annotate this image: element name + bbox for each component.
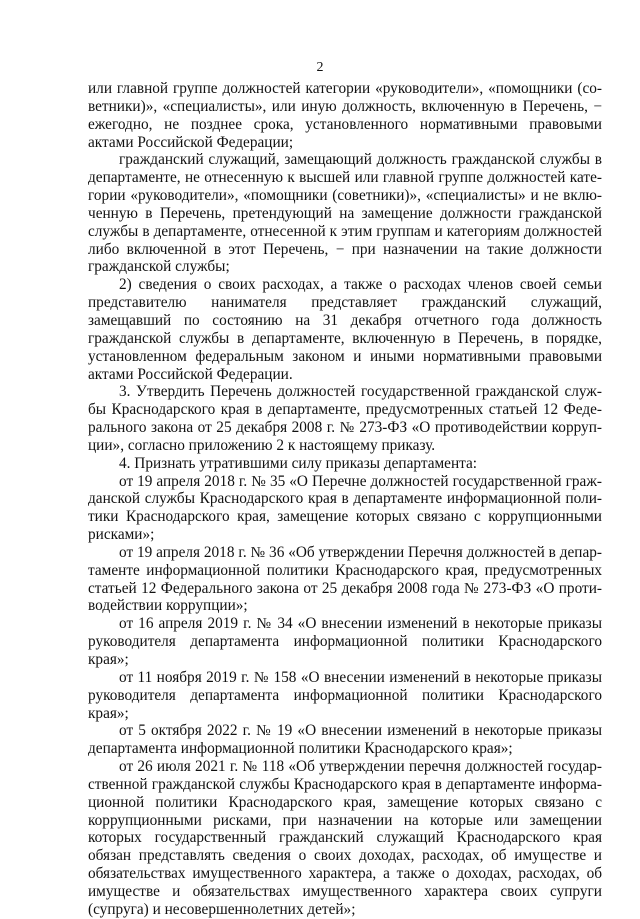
page-number: 2	[316, 60, 324, 75]
repealed-order-36: от 19 апреля 2018 г. № 36 «Об утверждении Перечня должностей в департаменте информационной политики Краснодарского края, предусмотренных статьей 12 Федерального закона от 25 декабря 2008 года № 273-ФЗ «О противодействии коррупции»;	[88, 543, 602, 615]
paragraph-item-3: 3. Утвердить Перечень должностей государственной гражданской службы Краснодарского края в департаменте, предусмотренных статьей 12 Федерального закона от 25 декабря 2008 г. № 273-ФЗ «О противодействии коррупции», согласно приложению 2 к настоящему приказу.	[88, 383, 602, 454]
paragraph-item-4: 4. Признать утратившими силу приказы департамента:	[119, 454, 478, 472]
repealed-order-35: от 19 апреля 2018 г. № 35 «О Перечне должностей государственной гражданской службы Краснодарского края в департаменте информационной политики Краснодарского края, замещение которых связано с коррупционными рисками»;	[88, 472, 602, 544]
paragraph-continuation: или главной группе должностей категории «руководители», «помощники (советники)», «специалисты», или иную должность, включенную в Перечень, − ежегодно, не позднее срока, установленного нормативными правовыми актами Российской Федерации;	[88, 80, 602, 151]
repealed-order-118: от 26 июля 2021 г. № 118 «Об утверждении перечня должностей государственной гражданской службы Краснодарского края в департаменте информационной политики Краснодарского края, замещение которых связано с коррупционными рисками, при назначении на которые или замещении которых государственный гражданский служащий Краснодарского края обязан представлять сведения о своих доходах, расходах, об имуществе и обязательствах имущественного характера, а также о доходах, расходах, об имуществе и обязательствах имущественного характера своих супруги (супруга) и несовершеннолетних детей»;	[88, 758, 602, 918]
document-body	[88, 80, 602, 919]
repealed-order-158: от 11 ноября 2019 г. № 158 «О внесении изменений в некоторые приказы руководителя департамента информационной политики Краснодарского края»;	[88, 668, 602, 722]
repealed-order-19: от 5 октября 2022 г. № 19 «О внесении изменений в некоторые приказы департамента информационной политики Краснодарского края»;	[88, 722, 602, 758]
repealed-order-34: от 16 апреля 2019 г. № 34 «О внесении изменений в некоторые приказы руководителя департамента информационной политики Краснодарского края»;	[88, 615, 602, 668]
paragraph-civil-servant: гражданский служащий, замещающий должность гражданской службы в департаменте, не отнесенную к высшей или главной группе должностей категории «руководители», «помощники (советники)», «специалисты» и не включенную в Перечень, претендующий на замещение должности гражданской службы в департаменте, отнесенной к этим группам и категориям должностей либо включенной в этот Перечень, − при назначении на такие должности гражданской службы;	[88, 151, 602, 276]
paragraph-expenses: 2) сведения о своих расходах, а также о расходах членов своей семьи представителю нанимателя представляет гражданский служащий, замещавший по состоянию на 31 декабря отчетного года должность гражданской службы в департаменте, включенную в Перечень, в порядке, установленном федеральным законом и иными нормативными правовыми актами Российской Федерации.	[88, 276, 602, 383]
